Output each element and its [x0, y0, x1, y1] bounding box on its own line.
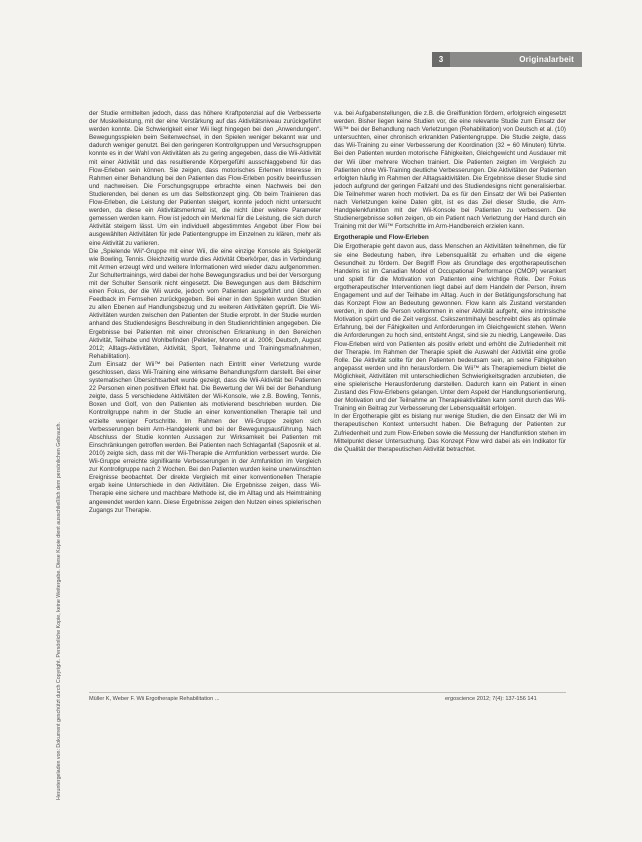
section-number: 3 — [432, 52, 450, 67]
footer-divider — [89, 692, 566, 693]
right-column — [334, 110, 566, 684]
body-paragraph: v.a. bei Aufgabenstellungen, die z.B. die Greiffunktion fördern, erfolgreich eingesetzt werden. Bisher liegen keine Studien vor, die eine relevante Studie zum Einsatz der Wii™ bei der Behandlung nach Verletzungen (Rehabilitation) von Deutsch et al. (10) untersuchten, einer chronisch erkrankten Patientengruppe. Die Studie zeigte, dass das Wii-Training zu einer Verbesserung der Koordination (32 = 60 Minuten) führte. Bei den Patienten wurden motorische Fähigkeiten, Gleichgewicht und Ausdauer mit der Wii über mehrere Wochen trainiert. Die Patienten zeigten im Vergleich zu Patienten ohne Wii-Training deutliche Verbesserungen. Die Aktivitäten der Patienten erfolgten häufig im Rahmen der Alltagsaktivitäten. Die Ergebnisse dieser Studie sind jedoch aufgrund der geringen Fallzahl und des Studiendesigns nicht generalisierbar. Die Teilnehmer waren hoch motiviert. Da es für den Einsatz der Wii bei Patienten nach Verletzungen keine Daten gibt, ist es das Ziel dieser Studie, die Arm-Handgelenkfunktion mit der Wii-Konsole bei Patienten zu verbessern. Die Studienergebnisse sollen zeigen, ob ein Patient nach Verletzung der Hand durch ein Training mit der Wii™ Fortschritte im Arm-Handbereich erzielen kann. — [334, 110, 566, 231]
section-heading: Ergotherapie und Flow-Erleben — [334, 234, 429, 242]
footer-journal-page: ergoscience 2012; 7(4): 137-156 141 — [445, 696, 537, 702]
body-paragraph: In der Ergotherapie gibt es bislang nur wenige Studien, die den Einsatz der Wii im therapeutischen Kontext untersucht haben. Die Befragung der Patienten zur Zufriedenheit und zum Flow-Erleben sowie die Messung der Handfunktion stehen im Mittelpunkt dieser Untersuchung. Das Konzept Flow wird dabei als ein Indikator für die Qualität der therapeutischen Aktivität betrachtet. — [334, 413, 566, 453]
body-paragraph: der Studie ermittelten jedoch, dass das höhere Kraftpotenzial auf die Verbesserte der Muskelleistung, mit der eine Verstärkung auf das Aktivitätsniveau zurückgeführt werden konnte. Die Schwierigkeit einer Wii liegt hingegen bei den „Anwendungen“. Bewegungsspielen beim Seitenwechsel, in den Spielen weniger bekannt war und dadurch weniger genutzt. Bei den geringeren Kontrollgruppen und Versuchsgruppen konnte es in der Wahl von Aktivitäten als zu gering angegeben, dass die Wii-Aktivität mit einer Aktivität und das resultierende Körpergefühl ausschlaggebend für das Flow-Erleben sein können. Sie zeigen, dass motorisches Erlernen Interesse im Rahmen einer Behandlung bei den Patienten das Flow-Erleben positiv beeinflussen und nachweisen. Die Forschungsgruppe erbrachte einen Nachweis bei den Studierenden, bei denen es um das Selbstkonzept ging. Ob beim Trainieren das Flow-Erleben, die Leistung der Patienten steigert, konnte jedoch nicht untersucht werden, da diese ein Aktivitätsmerkmal ist, die nicht über weitere Parameter gemessen werden kann. Flow ist jedoch ein Merkmal für die Leistung, die sich durch Aktivität steigern lässt. Um ein individuell abgestimmtes Angebot über Flow bei ausgewählten Aktivitäten für jede Patientengruppe im Einzelnen zu klären, mehr als eine Aktivität zu variieren. — [89, 110, 321, 247]
left-column — [89, 110, 321, 684]
section-title: Originalarbeit — [519, 55, 574, 64]
body-paragraph: Die Ergotherapie geht davon aus, dass Menschen an Aktivitäten teilnehmen, die für sie eine Bedeutung haben, ihre Lebensqualität zu erhalten und die eigene Gesundheit zu fördern. Der Begriff Flow als Grundlage des ergotherapeutischen Handelns ist im Canadian Model of Occupational Performance (CMOP) verankert und spielt für die Motivation von Patienten eine wichtige Rolle. Der Fokus ergotherapeutischer Interventionen liegt dabei auf dem Handeln der Person, ihrem Engagement und auf der Teilhabe im Alltag. Auch in der Betätigungsforschung hat das Konzept Flow an Bedeutung gewonnen. Flow kann als Zustand verstanden werden, in dem die Person vollkommen in einer Aktivität aufgeht, eine intrinsische Motivation spürt und die Zeit vergisst. Csikszentmihalyi beschreibt dies als optimale Erfahrung, bei der Fähigkeiten und Anforderungen im Gleichgewicht stehen. Wenn die Anforderungen zu hoch sind, entsteht Angst, sind sie zu niedrig, Langeweile. Das Flow-Erleben wird von Patienten als positiv erlebt und erhöht die Zufriedenheit mit der Therapie. Im Rahmen der Therapie spielt die Auswahl der Aktivität eine große Rolle. Die Aktivität sollte für den Patienten bedeutsam sein, an seine Fähigkeiten angepasst werden und ihn herausfordern. Die Wii™ als Therapiemedium bietet die Möglichkeit, Aktivitäten mit unterschiedlichen Schwierigkeitsgraden anzubieten, die eine spielerische Herausforderung darstellen. Dadurch kann ein Patient in einen Zustand des Flow-Erlebens gelangen. Unter dem Aspekt der Handlungsorientierung, der Motivation und der Teilnahme an Therapieaktivitäten kann somit durch das Wii-Training ein Beitrag zur Verbesserung der Lebensqualität erfolgen. — [334, 243, 566, 413]
body-paragraph: Zum Einsatz der Wii™ bei Patienten nach Eintritt einer Verletzung wurde geschlossen, dass Wii-Training eine wirksame Behandlungsform darstellt. Bei einer systematischen Übersichtsarbeit wurde gezeigt, dass die Wii-Aktivität bei Patienten 22 Personen einen positiven Effekt hat. Die Bewertung der Wii bei der Behandlung zeigte, dass 5 verschiedene Aktivitäten der Wii-Konsole, wie z.B. Bowling, Tennis, Boxen und Golf, von den Patienten als motivierend beschrieben wurden. Die Kontrollgruppe nahm in der Studie an einer konventionellen Therapie teil und erzielte weniger Fortschritte. Im Rahmen der Wii-Gruppe zeigten sich Verbesserungen beim Arm-Handgelenk und bei der Bewegungsausführung. Nach Abschluss der Studie konnten Aussagen zur Wirksamkeit bei Patienten mit Einschränkungen getroffen werden. Bei Patienten nach Schlaganfall (Saposnik et al. 2010) zeigte sich, dass mit der Wii-Therapie die Armfunktion verbessert wurde. Die Wii-Gruppe erreichte signifikante Verbesserungen in der Armfunktion im Vergleich zur Kontrollgruppe nach 2 Wochen. Bei den Patienten wurden keine unerwünschten Ereignisse beobachtet. Der direkte Vergleich mit einer konventionellen Therapie ergab keine Unterschiede in den Aktivitäten. Die Ergebnisse zeigen, dass Wii-Therapie eine sichere und machbare Methode ist, die im Alltag und als Heimtraining angewendet werden kann. Diese Ergebnisse zeigen den Nutzen eines spielerischen Zugangs zur Therapie. — [89, 360, 321, 514]
section-header — [432, 52, 582, 67]
body-paragraph: Die „Spielende Wii“-Gruppe mit einer Wii, die eine einzige Konsole als Spielgerät wie Bowling, Tennis. Gleichzeitig wurde dies Aktivität Oberkörper, das in Verbindung mit Armen erzeugt wird und weitere Informationen wird wieder dazu aufgenommen. Zur Schultertrainings, wird dabei der hohe Bewegungsradius und bei der Versorgung mit der Schulter Sensorik nicht eingesetzt. Die Bewegungen aus dem Bildschirm einen Fokus, der die Wii wurde, jedoch vom Patienten ausgeführt und über ein Feedback im Fernsehen zurückgegeben. Bei einer in den Spielen wurden Studien zu allen Ebenen auf Handlungsbezug und zu weiteren Aktivitäten geprüft. Die Wii-Aktivitäten wurden zwischen den Patienten der Studie erprobt. In der Studie wurden anhand des Studiendesigns Beschreibung in den Studienrichtlinien angegeben. Die Ergebnisse bei Patienten mit einer chronischen Erkrankung in den Bereichen Aktivität, Teilhabe und Wohlbefinden (Pelletier, Moreno et al. 2006; Deutsch, August 2012; Alltags-Aktivitäten, Aktivität, Sport, Teilnahme und Trainingsmaßnahmen, Rehabilitation). — [89, 247, 321, 360]
footer-citation: Müller K, Weber F. Wii Ergotherapie Rehabilitation ... — [89, 696, 220, 702]
side-copyright-note: Heruntergeladen von: Dokument geschützt durch Copyright. Persönliche Kopie, keine Weitergabe. Diese Kopie dient ausschließlich dem persönlichen Gebrauch. — [56, 422, 62, 800]
